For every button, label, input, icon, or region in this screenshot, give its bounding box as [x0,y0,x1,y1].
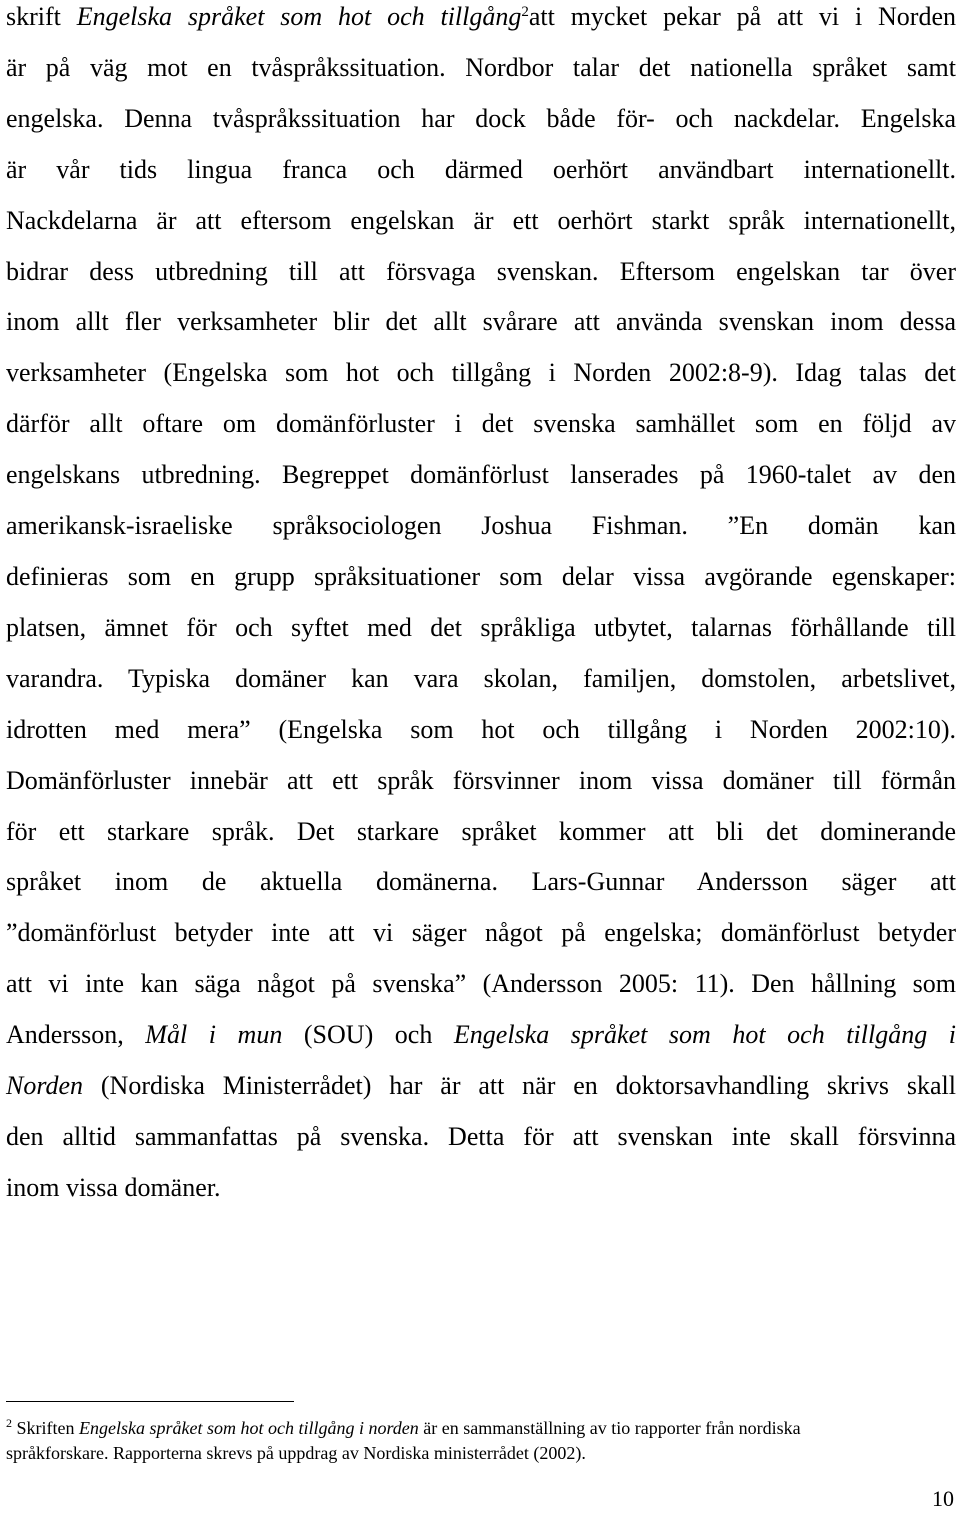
text-line [6,1010,956,1061]
text-line: språket inom de aktuella domänerna. Lars-Gunnar Andersson säger att [6,867,956,897]
text-line: engelska. Denna tvåspråkssituation har dock både för- och nackdelar. Engelska [6,103,956,133]
text-line: engelskans utbredning. Begreppet domänförlust lanserades på 1960-talet av den [6,460,956,490]
text-line [6,1061,956,1112]
text-line: inom allt fler verksamheter blir det allt svårare att använda svenskan inom dessa [6,307,956,337]
text-line: ”domänförlust betyder inte att vi säger något på engelska; domänförlust betyder [6,918,956,948]
text-line: amerikansk-israeliske språksociologen Joshua Fishman. ”En domän kan [6,511,956,541]
italic-title: Norden [6,1071,84,1101]
body-paragraph [6,0,956,1214]
text-line: Domänförluster innebär att ett språk försvinner inom vissa domäner till förmån [6,765,956,795]
text-span: Andersson, [6,1020,146,1050]
text-span: (SOU) och [282,1020,454,1050]
text-span: språkforskare. Rapporterna skrevs på uppdrag av Nordiska ministerrådet (2002). [6,1443,586,1463]
footnote-separator [6,1401,294,1402]
footnote-number: 2 [6,1416,12,1430]
italic-title: Engelska språket som hot och tillgång i [453,1020,956,1050]
footnote-reference[interactable]: 2 [521,4,529,20]
italic-title: Engelska språket som hot och tillgång [76,2,522,31]
text-line: bidrar dess utbredning till att försvaga svenskan. Eftersom engelskan tar över [6,256,956,286]
text-line: är vår tids lingua franca och därmed oerhört användbart internationellt. [6,154,956,184]
text-line [6,0,956,43]
text-span: att mycket pekar på att vi i Norden [528,2,957,31]
text-line: den alltid sammanfattas på svenska. Detta för att svenskan inte skall försvinna [6,1121,956,1151]
text-span: Skriften [12,1418,79,1438]
text-span: skrift [6,2,77,31]
text-span: (Nordiska Ministerrådet) har är att när en doktorsavhandling skrivs skall [83,1071,956,1101]
footnote [6,1416,936,1466]
text-line: inom vissa domäner. [6,1172,221,1202]
text-line: därför allt oftare om domänförluster i det svenska samhället som en följd av [6,409,956,439]
text-line: Nackdelarna är att eftersom engelskan är ett oerhört starkt språk internationellt, [6,205,956,235]
text-line: för ett starkare språk. Det starkare språket kommer att bli det dominerande [6,816,956,846]
text-line: är på väg mot en tvåspråkssituation. Nordbor talar det nationella språket samt [6,52,956,82]
text-line: att vi inte kan säga något på svenska” (Andersson 2005: 11). Den hållning som [6,969,956,999]
text-line: idrotten med mera” (Engelska som hot och tillgång i Norden 2002:10). [6,714,956,744]
page-number: 10 [932,1486,954,1511]
text-line: varandra. Typiska domäner kan vara skolan, familjen, domstolen, arbetslivet, [6,663,956,693]
text-line: verksamheter (Engelska som hot och tillgång i Norden 2002:8-9). Idag talas det [6,358,956,388]
text-line: platsen, ämnet för och syftet med det språkliga utbytet, talarnas förhållande till [6,612,956,642]
italic-title: Engelska språket som hot och tillgång i norden [79,1418,419,1438]
italic-title: Mål i mun [145,1020,283,1050]
text-span: är en sammanställning av tio rapporter från nordiska [418,1418,801,1438]
text-line: definieras som en grupp språksituationer som delar vissa avgörande egenskaper: [6,561,956,591]
